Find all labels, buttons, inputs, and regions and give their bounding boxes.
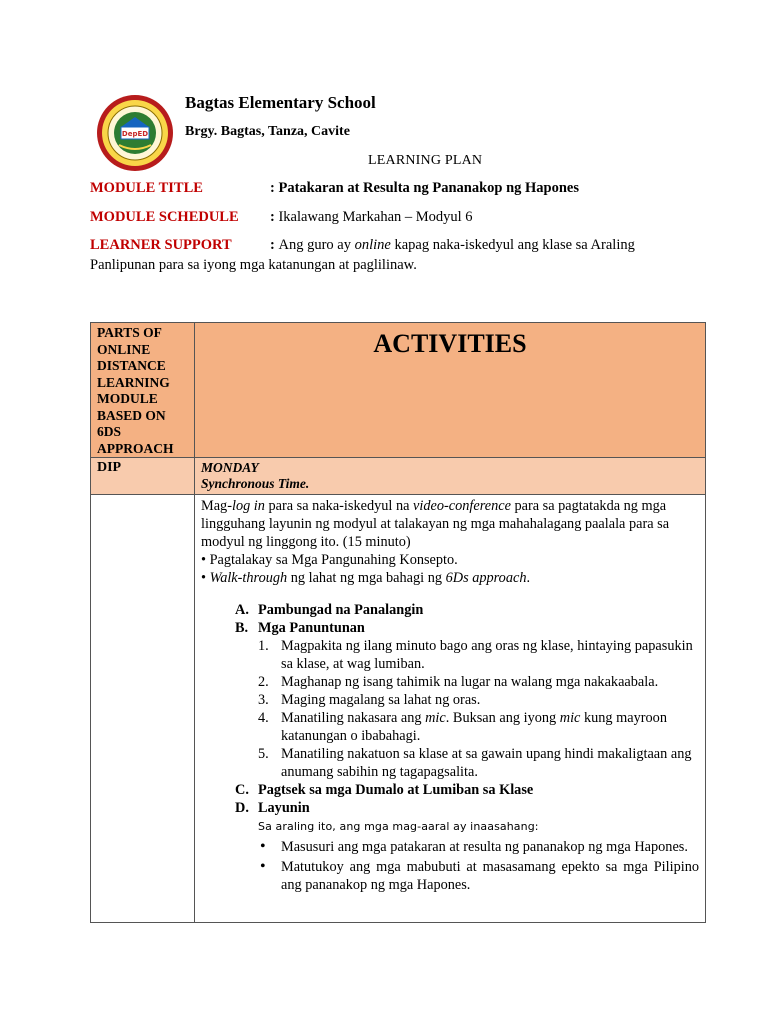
table-header-row <box>91 323 706 458</box>
rule-text: Manatiling nakasara ang <box>281 710 426 726</box>
learner-support-text-pre: Ang guro ay <box>278 237 355 253</box>
bullet-walkthrough <box>201 569 699 587</box>
document-title: LEARNING PLAN <box>368 153 483 168</box>
intro-paragraph <box>201 497 699 551</box>
module-title-label: MODULE TITLE <box>90 180 203 196</box>
activities-body-row <box>91 495 706 923</box>
dip-label: DIP <box>91 458 195 495</box>
rule-item <box>258 745 699 781</box>
intro-text: para sa naka-iskedyul na <box>264 498 414 514</box>
learner-support-label: LEARNER SUPPORT <box>90 237 232 253</box>
learning-plan-table <box>90 322 706 923</box>
intro-log-in: log in <box>231 498 265 514</box>
objective-text: Masusuri ang mga patakaran at resulta ng pananakop ng mga Hapones. <box>281 839 688 855</box>
activities-header: ACTIVITIES <box>195 323 706 458</box>
section-mark: C. <box>235 782 249 798</box>
day-label: MONDAY <box>201 460 259 475</box>
rule-text: Manatiling nakatuon sa klase at sa gawain upang hindi makaligtaan ang anumang sabihin ng tagapagsalita. <box>281 746 692 780</box>
rule-text: . Buksan ang iyong <box>445 710 560 726</box>
section-mark: B. <box>235 620 249 636</box>
dip-schedule <box>195 458 706 495</box>
colon: : <box>270 209 279 225</box>
parts-header: PARTS OF ONLINE DISTANCE LEARNING MODULE BASED ON 6DS APPROACH <box>91 323 195 458</box>
section-b <box>235 619 699 781</box>
objectives-list <box>258 838 699 894</box>
learner-support-online: online <box>354 237 391 253</box>
rule-mic: mic <box>559 710 581 726</box>
module-title-value: Patakaran at Resulta ng Pananakop ng Hapones <box>278 180 579 196</box>
objective-item <box>258 858 699 894</box>
intro-text: para sa pagtatakda ng mga lingguhang layunin ng modyul at talakayan ng mga mahahalagang paalala para sa modyul ng linggong ito. (15 minuto) <box>201 498 670 550</box>
bullet-dot: • <box>260 858 266 875</box>
section-mark: D. <box>235 800 249 816</box>
school-name: Bagtas Elementary School <box>185 93 376 112</box>
rule-text: Maghanap ng isang tahimik na lugar na walang mga nakakaabala. <box>281 674 659 690</box>
activities-body <box>195 495 706 923</box>
section-title: Pagtsek sa mga Dumalo at Lumiban sa Klase <box>258 782 534 798</box>
rule-mic: mic <box>425 710 446 726</box>
bullet-mark: • <box>201 570 210 586</box>
dip-row <box>91 458 706 495</box>
module-title-row <box>90 180 579 197</box>
section-c <box>235 781 699 799</box>
school-address: Brgy. Bagtas, Tanza, Cavite <box>185 124 350 139</box>
rule-item <box>258 673 699 691</box>
bullet-dot: • <box>260 838 266 855</box>
learner-support-row <box>90 237 635 254</box>
intro-video-conference: video-conference <box>413 498 511 514</box>
empty-parts-cell <box>91 495 195 923</box>
6ds-em: 6Ds approach <box>445 570 527 586</box>
colon: : <box>270 237 279 253</box>
rule-text: Magpakita ng ilang minuto bago ang oras ng klase, hintaying papasukin sa klase, at wag lumiban. <box>281 638 693 672</box>
session-label: Synchronous Time. <box>201 476 310 491</box>
learner-support-text-post: kapag naka-iskedyul ang klase sa Araling <box>390 237 635 253</box>
rule-item <box>258 691 699 709</box>
rule-number: 2. <box>258 674 269 690</box>
section-title: Layunin <box>258 800 310 816</box>
rule-number: 3. <box>258 692 269 708</box>
module-schedule-label: MODULE SCHEDULE <box>90 209 239 225</box>
section-a <box>235 601 699 619</box>
section-title: Pambungad na Panalangin <box>258 602 424 618</box>
section-title: Mga Panuntunan <box>258 620 365 636</box>
rule-number: 4. <box>258 710 269 726</box>
rule-number: 1. <box>258 638 269 654</box>
module-schedule-value: Ikalawang Markahan – Modyul 6 <box>278 209 473 225</box>
section-mark: A. <box>235 602 249 618</box>
rules-list <box>258 637 699 781</box>
rule-text: Maging magalang sa lahat ng oras. <box>281 692 481 708</box>
section-list <box>235 601 699 894</box>
learner-support-line2: Panlipunan para sa iyong mga katanungan at paglilinaw. <box>90 257 417 273</box>
school-seal-logo <box>95 93 175 173</box>
section-d <box>235 799 699 894</box>
bullet-konsepto: • Pagtalakay sa Mga Pangunahing Konsepto. <box>201 552 458 568</box>
walkthrough-text: ng lahat ng mga bahagi ng <box>287 570 446 586</box>
module-schedule-row <box>90 209 473 226</box>
walkthrough-end: . <box>526 570 531 586</box>
colon: : <box>270 180 279 196</box>
rule-item <box>258 709 699 745</box>
logo-text: DepED <box>121 130 149 138</box>
rule-item <box>258 637 699 673</box>
walkthrough-em: Walk-through <box>209 570 288 586</box>
rule-number: 5. <box>258 746 269 762</box>
objective-item <box>258 838 699 856</box>
objective-intro: Sa araling ito, ang mga mag-aaral ay inaasahang: <box>258 820 539 833</box>
rule-text: kung mayroon katanungan o ibabahagi. <box>281 710 667 744</box>
intro-text: Mag- <box>201 498 232 514</box>
objective-text: Matutukoy ang mga mabubuti at masasamang epekto sa mga Pilipino ang pananakop ng mga Hapones. <box>281 859 699 893</box>
